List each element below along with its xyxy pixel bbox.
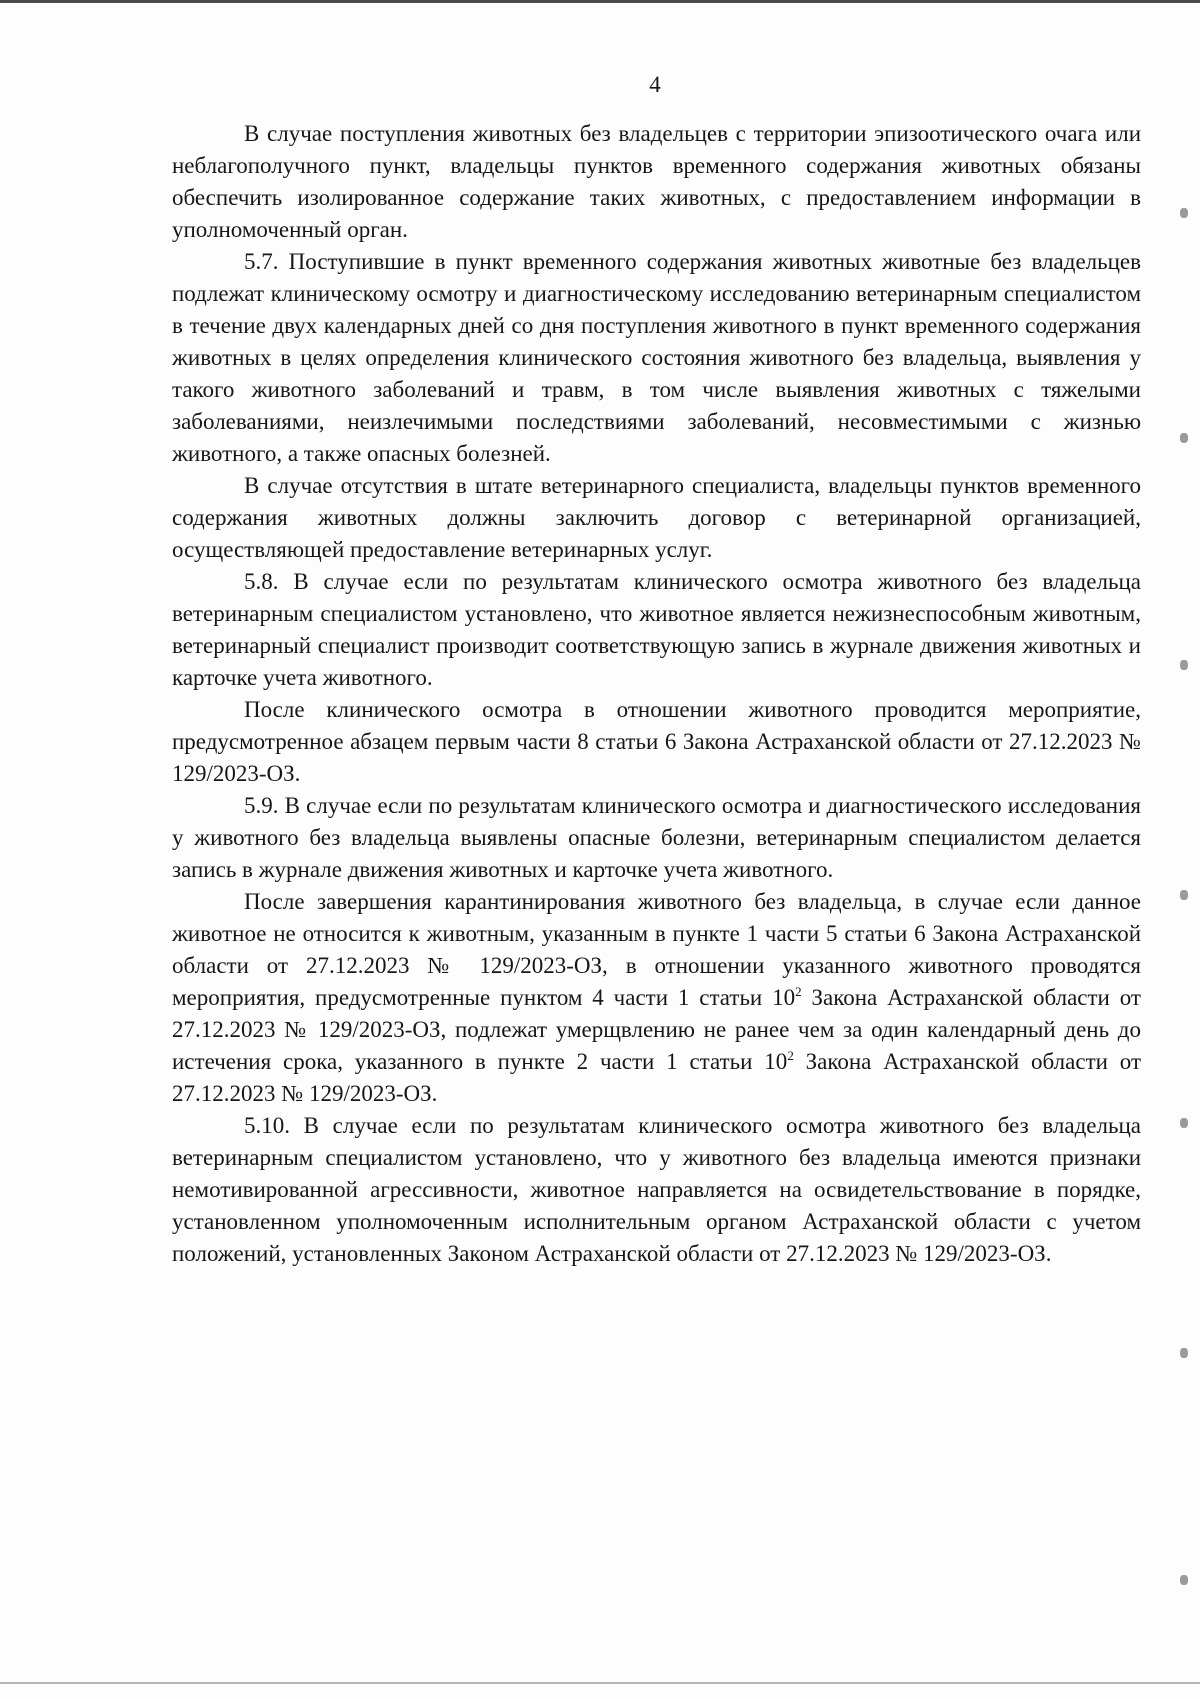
- paragraph-vet-contract: В случае отсутствия в штате ветеринарного специалиста, владельцы пунктов временного содержания животных должны заключить договор с ветеринарной организацией, осуществляющей предоставление ветеринарных услуг.: [172, 473, 1141, 562]
- paragraph-5-9: 5.9. В случае если по результатам клинического осмотра и диагностического исследования у животного без владельца выявлены опасные болезни, ветеринарным специалистом делается запись в журнале движения животных и карточке учета животного.: [172, 793, 1141, 882]
- scan-speck: [1180, 1118, 1188, 1128]
- paragraph-after-examination: После клинического осмотра в отношении животного проводится мероприятие, предусмотренное абзацем первым части 8 статьи 6 Закона Астраханской области от 27.12.2023 № 129/2023-ОЗ.: [172, 697, 1141, 786]
- paragraph-after-quarantine: [172, 886, 1141, 1110]
- scan-top-border: [0, 0, 1200, 3]
- scan-speck: [1180, 433, 1188, 443]
- paragraph-5-10: 5.10. В случае если по результатам клинического осмотра животного без владельца ветеринарным специалистом установлено, что у животного без владельца имеются признаки немотивированной агрессивности, животное направляется на освидетельствование в порядке, установленном уполномоченным исполнительным органом Астраханской области с учетом положений, установленных Законом Астраханской области от 27.12.2023 № 129/2023-ОЗ.: [172, 1113, 1141, 1266]
- page-number: 4: [649, 72, 661, 97]
- scan-speck: [1180, 890, 1188, 900]
- paragraph-text-part: После завершения карантинирования животного без владельца, в случае если данное животное не относится к животным, указанным в пункте 1 части 5 статьи 6 Закона Астраханской области от 27.12.2023 № 129/2023-ОЗ, в отношении указанного животного проводятся мероприятия, предусмотренные пунктом 4 части 1 статьи 10: [172, 889, 1141, 1010]
- scan-speck: [1180, 1348, 1188, 1358]
- superscript-index: 2: [795, 984, 802, 999]
- scan-speck: [1180, 660, 1188, 670]
- paragraph-5-8: 5.8. В случае если по результатам клинического осмотра животного без владельца ветеринарным специалистом установлено, что животное является нежизнеспособным животным, ветеринарный специалист производит соответствующую запись в журнале движения животных и карточке учета животного.: [172, 569, 1141, 690]
- paragraph-text-part: Закона Астраханской области от 27.12.2023 № 129/2023-ОЗ.: [172, 1049, 1141, 1106]
- scan-bottom-border: [0, 1682, 1200, 1684]
- scan-speck: [1180, 208, 1188, 218]
- scan-speck: [1180, 1575, 1188, 1585]
- document-body: [172, 118, 1141, 1270]
- paragraph-quarantine-intake: В случае поступления животных без владельцев с территории эпизоотического очага или неблагополучного пункт, владельцы пунктов временного содержания животных обязаны обеспечить изолированное содержание таких животных, с предоставлением информации в уполномоченный орган.: [172, 121, 1141, 242]
- paragraph-text-part: Закона Астраханской области от 27.12.2023 № 129/2023-ОЗ, подлежат умерщвлению не ранее чем за один календарный день до истечения срока, указанного в пункте 2 части 1 статьи 10: [172, 985, 1141, 1074]
- paragraph-5-7: 5.7. Поступившие в пункт временного содержания животных животные без владельцев подлежат клиническому осмотру и диагностическому исследованию ветеринарным специалистом в течение двух календарных дней со дня поступления животного в пункт временного содержания животных в целях определения клинического состояния животного без владельца, выявления у такого животного заболеваний и травм, в том числе выявления животных с тяжелыми заболеваниями, неизлечимыми последствиями заболеваний, несовместимыми с жизнью животного, а также опасных болезней.: [172, 249, 1141, 466]
- superscript-index: 2: [787, 1048, 794, 1063]
